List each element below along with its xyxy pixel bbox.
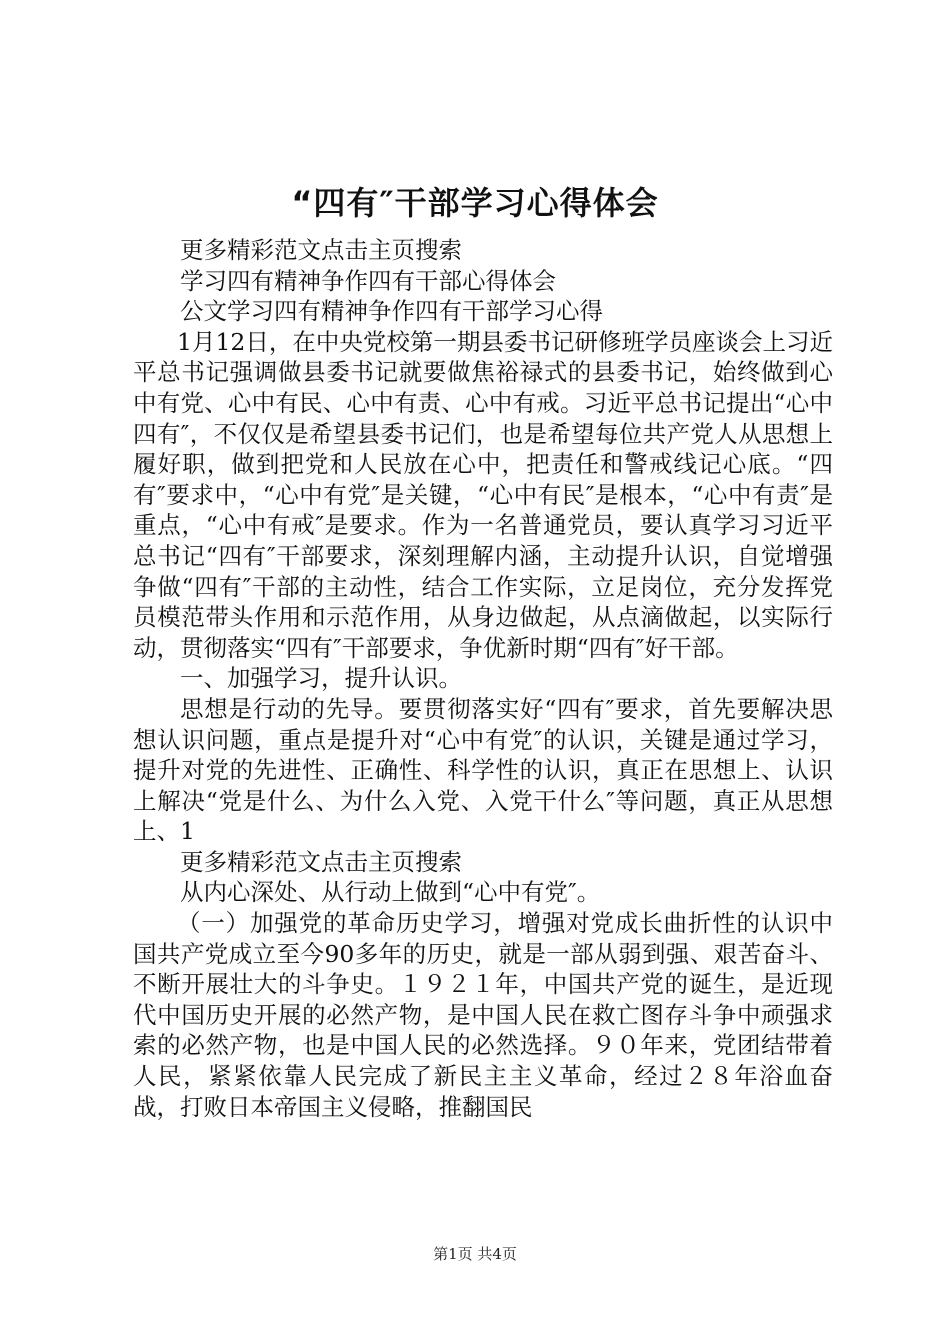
section-heading: 一、加强学习，提升认识。 bbox=[180, 664, 462, 693]
document-body bbox=[133, 235, 833, 1122]
subtitle-line: 公文学习四有精神争作四有干部学习心得 bbox=[180, 297, 603, 326]
promo-line: 更多精彩范文点击主页搜索 bbox=[180, 847, 462, 876]
page-number: 第1页 共4页 bbox=[433, 1245, 517, 1263]
body-paragraph: 思想是行动的先导。要贯彻落实好“四有″要求，首先要解决思想认识问题，重点是提升对“心中有党″的认识，关键是通过学习，提升对党的先进性、正确性、科学性的认识，真正在思想上、认识上解决“党是什么、为什么入党、入党干什么″等问题，真正从思想上、1 bbox=[133, 694, 833, 846]
subtitle-line: 学习四有精神争作四有干部心得体会 bbox=[180, 266, 556, 295]
promo-line: 更多精彩范文点击主页搜索 bbox=[180, 236, 462, 264]
body-paragraph: 从内心深处、从行动上做到“心中有党″。 bbox=[180, 878, 601, 907]
body-paragraph: 1月12日，在中央党校第一期县委书记研修班学员座谈会上习近平总书记强调做县委书记就要做焦裕禄式的县委书记，始终做到心中有党、心中有民、心中有责、心中有戒。习近平总书记提出“心中四有″，不仅仅是希望县委书记们，也是希望每位共产党人从思想上履好职，做到把党和人民放在心中，把责任和警戒线记心底。“四有″要求中，“心中有党″是关键，“心中有民″是根本，“心中有责″是重点，“心中有戒″是要求。作为一名普通党员，要认真学习习近平总书记“四有″干部要求，深刻理解内涵，主动提升认识，自觉增强争做“四有″干部的主动性，结合工作实际，立足岗位，充分发挥党员模范带头作用和示范作用，从身边做起，从点滴做起，以实际行动，贯彻落实“四有″干部要求，争优新时期“四有″好干部。 bbox=[133, 327, 833, 662]
body-paragraph: （一）加强党的革命历史学习，增强对党成长曲折性的认识中国共产党成立至今90多年的历史，就是一部从弱到强、艰苦奋斗、不断开展壮大的斗争史。１９２１年，中国共产党的诞生，是近现代中国历史开展的必然产物，是中国人民在救亡图存斗争中顽强求索的必然产物，也是中国人民的必然选择。９０年来，党团结带着人民，紧紧依靠人民完成了新民主主义革命，经过２８年浴血奋战，打败日本帝国主义侵略，推翻国民 bbox=[133, 909, 833, 1121]
document-title: “四有″干部学习心得体会 bbox=[291, 184, 659, 222]
